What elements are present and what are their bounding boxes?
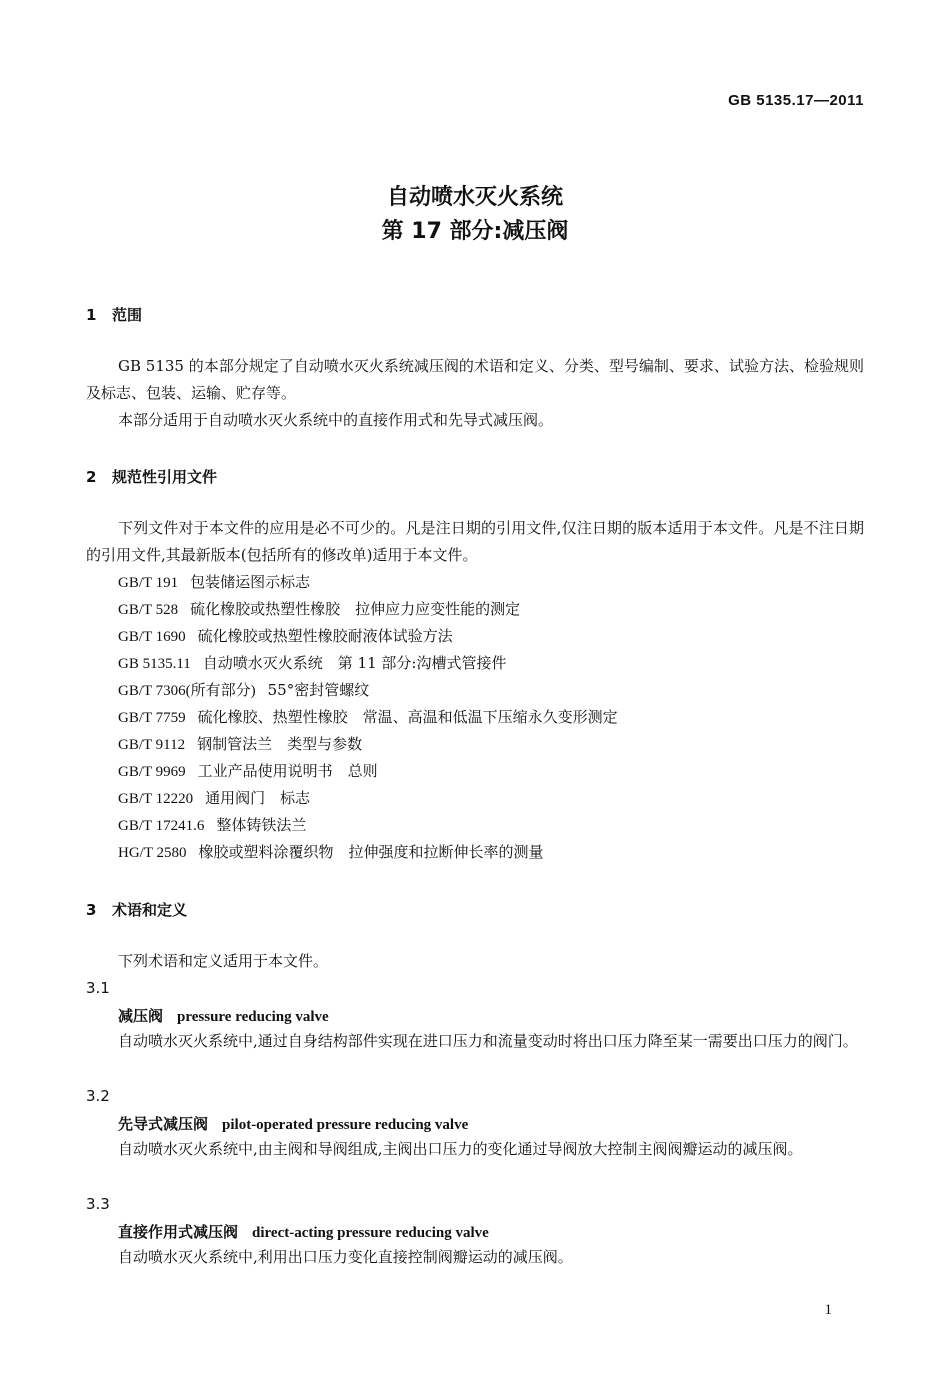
section-title: 术语和定义	[112, 901, 188, 919]
reference-title: 钢制管法兰 类型与参数	[197, 735, 363, 753]
reference-code: GB/T 12220	[118, 791, 194, 807]
document-subtitle: 第 17 部分:减压阀	[381, 219, 569, 244]
reference-code: GB/T 9112	[118, 737, 186, 753]
reference-item	[118, 652, 506, 673]
term-definition: 自动喷水灭火系统中,利用出口压力变化直接控制阀瓣运动的减压阀。	[118, 1248, 573, 1266]
reference-title: 自动喷水灭火系统 第 11 部分:沟槽式管接件	[202, 654, 507, 672]
section-number: 3	[86, 901, 97, 919]
reference-code: GB 5135.11	[118, 656, 191, 672]
term-number: 3.2	[86, 1087, 110, 1105]
term-chinese: 直接作用式减压阀	[118, 1223, 239, 1241]
reference-item	[118, 625, 453, 646]
reference-code: GB/T 1690	[118, 629, 186, 645]
term-number: 3.1	[86, 979, 110, 997]
reference-title: 包装储运图示标志	[190, 573, 311, 591]
reference-code: GB/T 7306(所有部分)	[118, 683, 256, 699]
document-title: 自动喷水灭火系统	[386, 185, 563, 210]
term-english: pressure reducing valve	[177, 1009, 329, 1025]
reference-item	[118, 733, 362, 754]
reference-title: 橡胶或塑料涂覆织物 拉伸强度和拉断伸长率的测量	[198, 843, 544, 861]
page-number: 1	[824, 1302, 832, 1318]
term-english: direct-acting pressure reducing valve	[252, 1225, 489, 1241]
standard-number: GB 5135.17—2011	[728, 92, 864, 109]
reference-item	[118, 760, 378, 781]
paragraph: GB 5135 的本部分规定了自动喷水灭火系统减压阀的术语和定义、分类、型号编制、要求、试验方法、检验规则及标志、包装、运输、贮存等。	[86, 357, 864, 402]
reference-code: GB/T 7759	[118, 710, 186, 726]
paragraph: 本部分适用于自动喷水灭火系统中的直接作用式和先导式减压阀。	[118, 411, 554, 429]
reference-item	[118, 679, 369, 700]
section-number: 1	[86, 306, 97, 324]
reference-item	[118, 571, 310, 592]
term-definition: 自动喷水灭火系统中,通过自身结构部件实现在进口压力和流量变动时将出口压力降至某一需要出口压力的阀门。	[118, 1032, 858, 1050]
term-number: 3.3	[86, 1195, 110, 1213]
reference-item	[118, 706, 618, 727]
term-english: pilot-operated pressure reducing valve	[222, 1117, 469, 1133]
reference-title: 工业产品使用说明书 总则	[197, 762, 378, 780]
reference-item	[118, 598, 520, 619]
reference-title: 通用阀门 标志	[205, 789, 311, 807]
reference-title: 55°密封管螺纹	[267, 681, 370, 699]
reference-code: GB/T 528	[118, 602, 179, 618]
section-heading-normative-references	[86, 466, 217, 487]
reference-code: HG/T 2580	[118, 845, 187, 861]
paragraph: 下列术语和定义适用于本文件。	[118, 952, 329, 970]
section-title: 范围	[112, 306, 143, 324]
reference-code: GB/T 9969	[118, 764, 186, 780]
reference-title: 整体铸铁法兰	[216, 816, 307, 834]
reference-title: 硫化橡胶或热塑性橡胶 拉伸应力应变性能的测定	[190, 600, 521, 618]
paragraph: 下列文件对于本文件的应用是必不可少的。凡是注日期的引用文件,仅注日期的版本适用于本文件。凡是不注日期的引用文件,其最新版本(包括所有的修改单)适用于本文件。	[86, 519, 864, 564]
section-heading-scope	[86, 304, 142, 325]
section-number: 2	[86, 468, 97, 486]
reference-item	[118, 787, 310, 808]
term-entry	[118, 1113, 468, 1134]
reference-item	[118, 814, 306, 835]
term-definition: 自动喷水灭火系统中,由主阀和导阀组成,主阀出口压力的变化通过导阀放大控制主阀阀瓣运动的减压阀。	[118, 1140, 803, 1158]
reference-item	[118, 841, 544, 862]
reference-code: GB/T 191	[118, 575, 179, 591]
term-chinese: 减压阀	[118, 1007, 164, 1025]
reference-title: 硫化橡胶或热塑性橡胶耐液体试验方法	[197, 627, 453, 645]
term-entry	[118, 1221, 489, 1242]
term-chinese: 先导式减压阀	[118, 1115, 209, 1133]
term-entry	[118, 1005, 329, 1026]
reference-code: GB/T 17241.6	[118, 818, 205, 834]
section-title: 规范性引用文件	[112, 468, 218, 486]
reference-title: 硫化橡胶、热塑性橡胶 常温、高温和低温下压缩永久变形测定	[197, 708, 618, 726]
section-heading-terms-definitions	[86, 899, 187, 920]
